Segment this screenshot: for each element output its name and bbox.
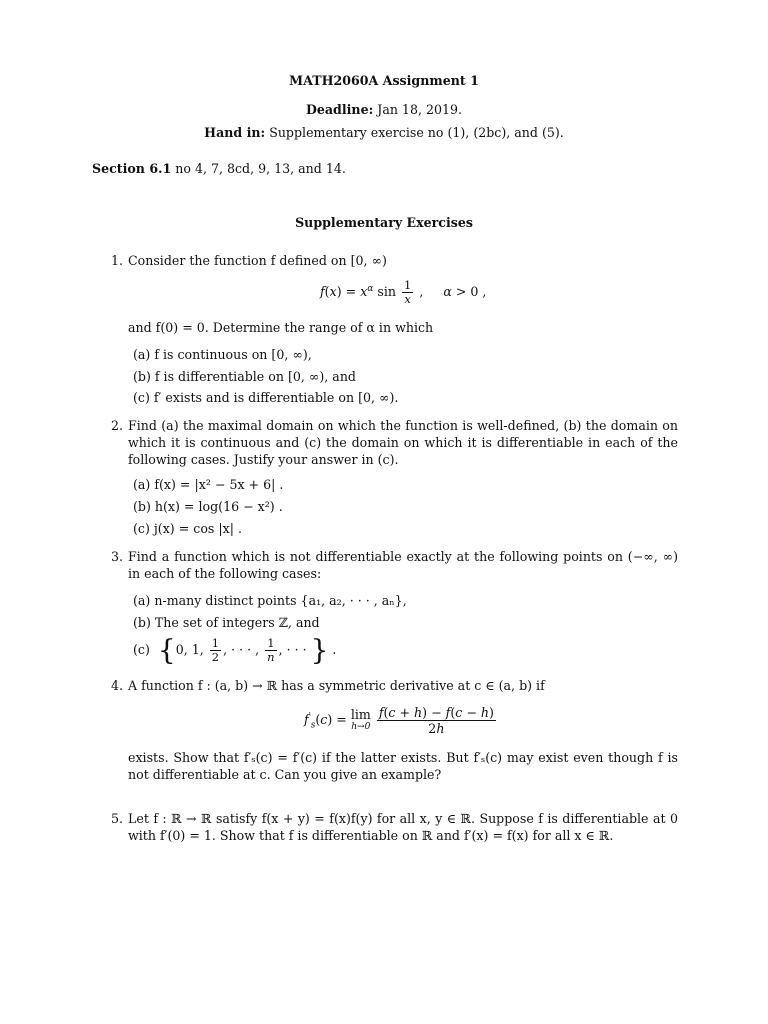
deadline-label: Deadline: [305, 102, 374, 117]
exercise-2-item-a: (a) f(x) = |x² − 5x + 6| . [133, 477, 284, 492]
handin-value: Supplementary exercise no (1), (2bc), and (5). [269, 125, 564, 140]
exercise-1-number: 1. [111, 253, 124, 268]
exercise-4-intro: A function f : (a, b) → ℝ has a symmetric derivative at c ∈ (a, b) if [128, 678, 545, 693]
exercise-3-number: 3. [111, 549, 124, 564]
handin-line [0, 124, 768, 141]
section-label: Section 6.1 [92, 161, 172, 176]
exercise-3-item-c: (c) {0, 1, $\frac{1}{2}$ , · · · , $\frac{1}{n}$ , · · · } . [133, 633, 337, 667]
exercise-1-intro: Consider the function f defined on [0, ∞) [128, 253, 387, 268]
exercise-5-intro: Let f : ℝ → ℝ satisfy f(x + y) = f(x)f(y) for all x, y ∈ ℝ. Suppose f is differentiable at 0 with f′(0) = 1. Show that f is differentiable on ℝ and f′(x) = f(x) for all x ∈ ℝ. [128, 811, 678, 843]
exercise-1-formula: $f(x) = x^\alpha$ sin $\frac{1}{x}$ , α > 0 , [320, 278, 487, 306]
deadline-value: Jan 18, 2019. [377, 102, 463, 117]
exercise-2-intro: Find (a) the maximal domain on which the function is well-defined, (b) the domain on which it is continuous and (c) the domain on which it is differentiable in each of the following cases. Justify your answer in (c). [128, 418, 678, 467]
exercise-4-after: exists. Show that f′ₛ(c) = f′(c) if the latter exists. But f′ₛ(c) may exist even though f is not differentiable at c. Can you give an example? [128, 750, 678, 782]
assignment-title: MATH2060A Assignment 1 [289, 73, 479, 88]
exercise-1-item-b: (b) f is differentiable on [0, ∞), and [133, 369, 356, 384]
exercise-4-formula: $f'_s(c) = \lim$ h→0 $\frac{f(c + h) - f(c - h)}{2h}$ [304, 705, 494, 736]
exercise-2-number: 2. [111, 418, 124, 433]
exercise-3-item-b: (b) The set of integers ℤ, and [133, 615, 320, 630]
exercise-3-intro: Find a function which is not differentiable exactly at the following points on (−∞, ∞) in each of the following cases: [128, 549, 678, 581]
exercise-1-item-c: (c) f′ exists and is differentiable on [0, ∞). [133, 390, 399, 405]
exercise-1-after: and f(0) = 0. Determine the range of α in which [128, 320, 434, 335]
supplementary-heading: Supplementary Exercises [295, 215, 473, 230]
deadline-line [0, 101, 768, 118]
exercise-2-item-b: (b) h(x) = log(16 − x²) . [133, 499, 283, 514]
exercise-2-item-c: (c) j(x) = cos |x| . [133, 521, 242, 536]
exercise-4-number: 4. [111, 678, 124, 693]
exercise-1-item-a: (a) f is continuous on [0, ∞), [133, 347, 312, 362]
handin-label: Hand in: [204, 125, 266, 140]
exercise-5-number: 5. [111, 811, 124, 826]
section-line [92, 160, 346, 177]
exercise-3-item-a: (a) n-many distinct points {a₁, a₂, · · · , aₙ}, [133, 593, 407, 608]
section-problems: no 4, 7, 8cd, 9, 13, and 14. [175, 161, 346, 176]
